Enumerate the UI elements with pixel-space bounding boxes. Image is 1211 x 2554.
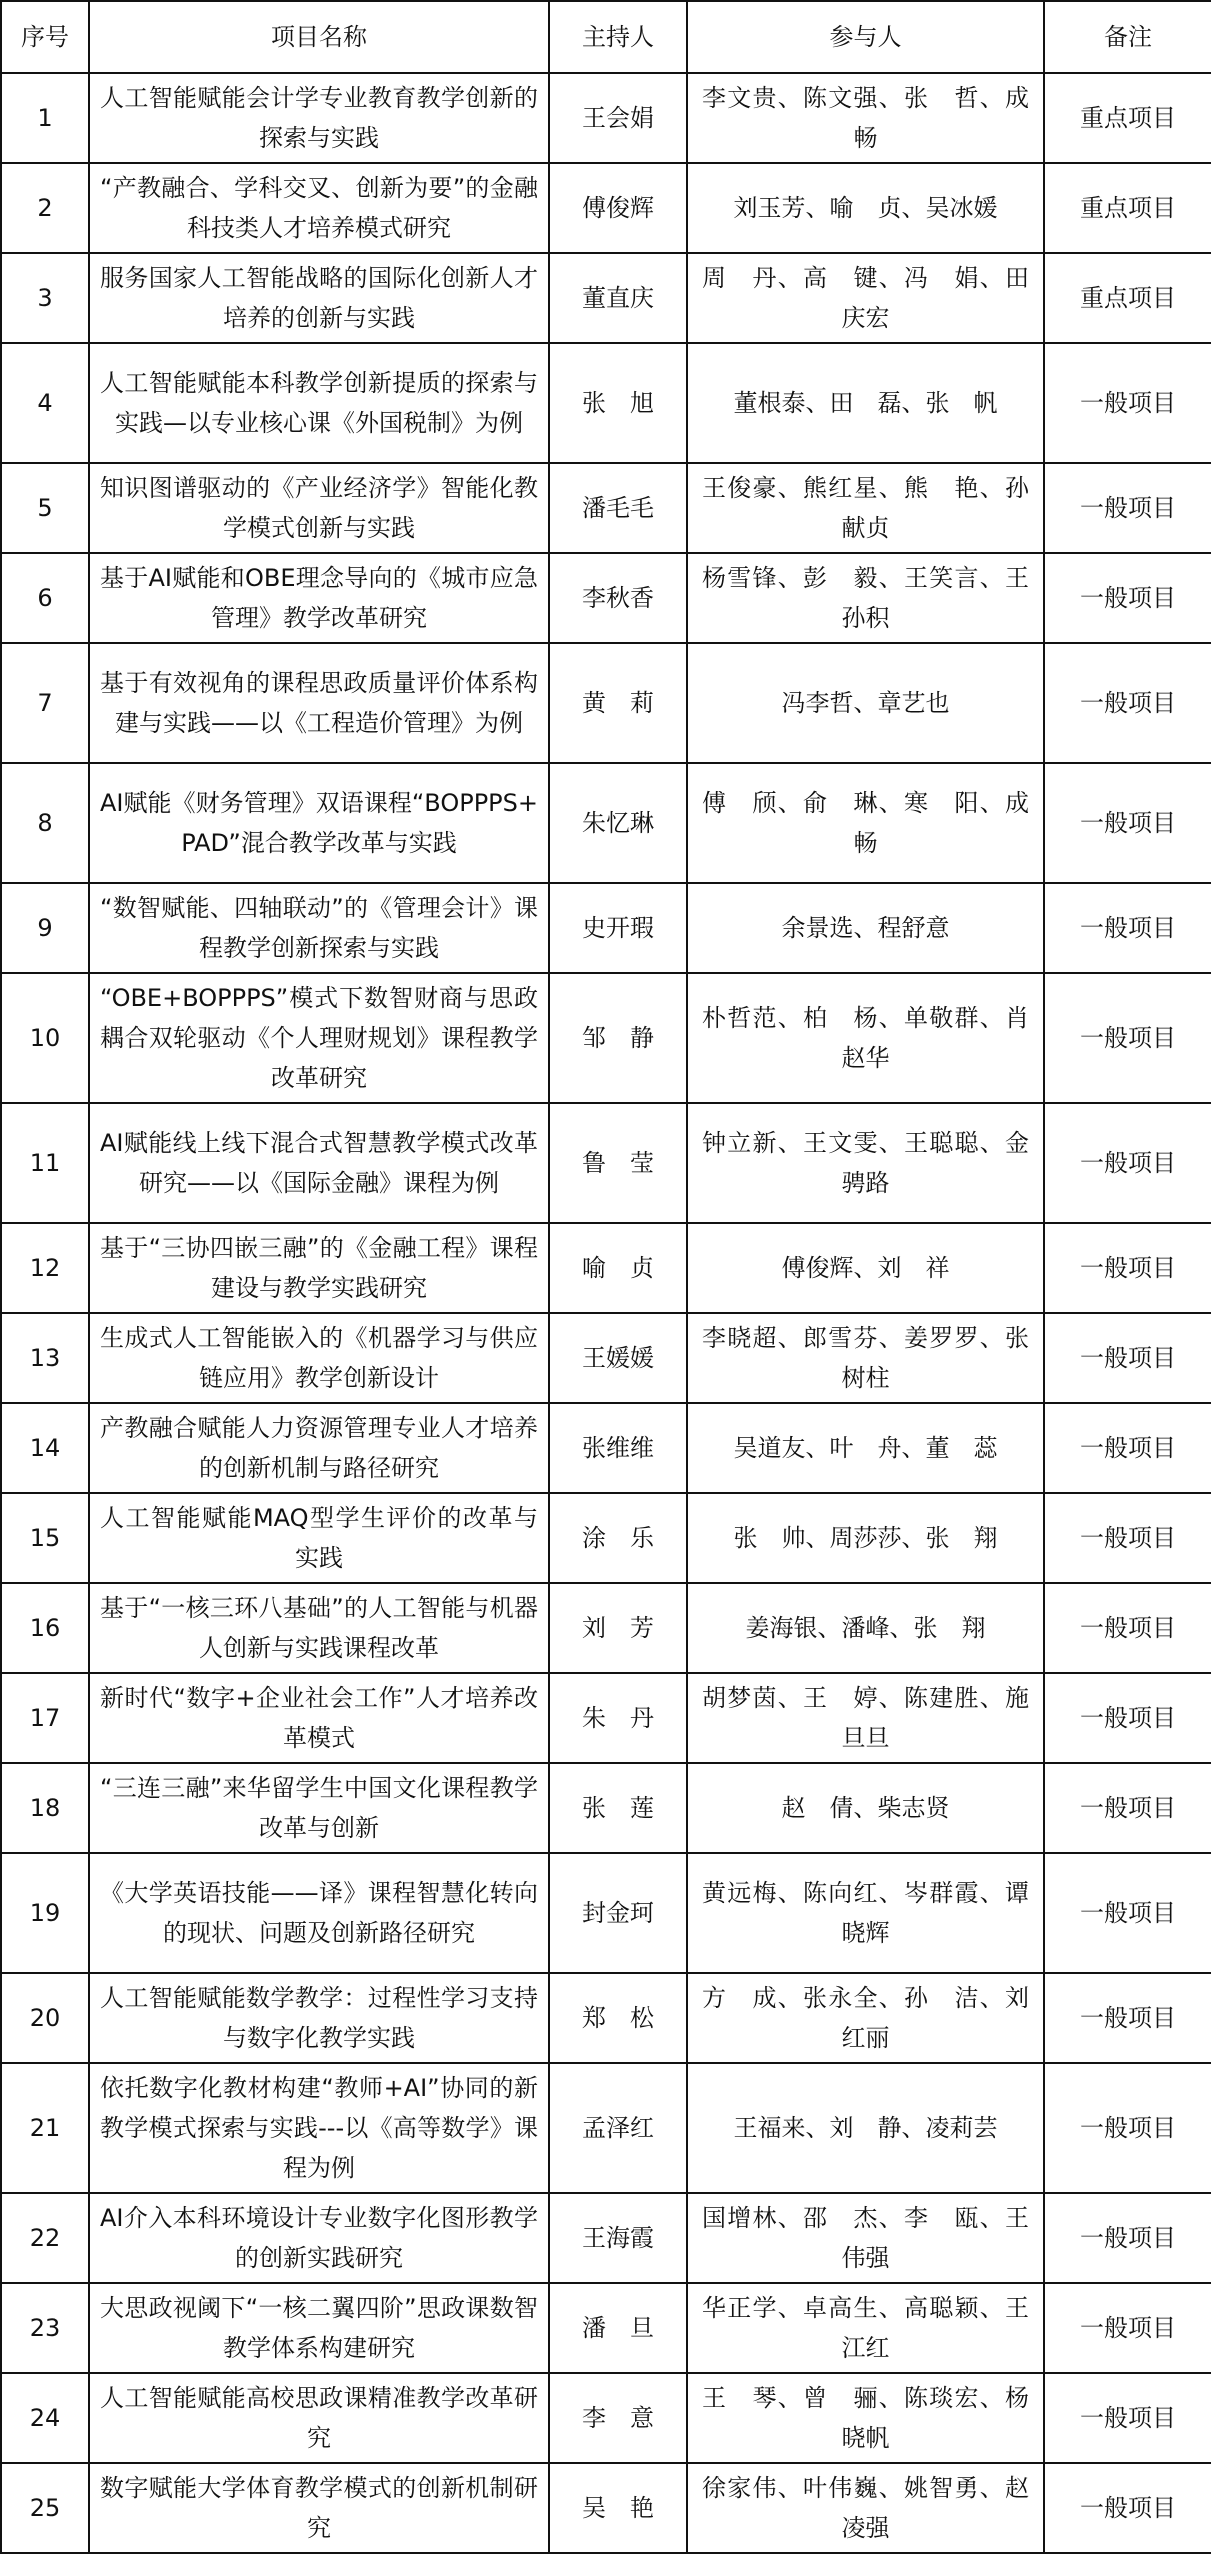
host-name: 吴 艳	[549, 2463, 687, 2553]
note: 一般项目	[1044, 463, 1211, 553]
row-number: 8	[1, 763, 89, 883]
host-name: 喻 贞	[549, 1223, 687, 1313]
note: 一般项目	[1044, 2193, 1211, 2283]
project-name: AI介入本科环境设计专业数字化图形教学的创新实践研究	[89, 2193, 549, 2283]
row-number: 19	[1, 1853, 89, 1973]
note: 一般项目	[1044, 1313, 1211, 1403]
table-row	[1, 73, 1211, 163]
table-row	[1, 253, 1211, 343]
participants: 姜海银、潘峰、张 翔	[687, 1583, 1044, 1673]
project-name: 人工智能赋能高校思政课精准教学改革研究	[89, 2373, 549, 2463]
host-name: 李 意	[549, 2373, 687, 2463]
participants: 徐家伟、叶伟巍、姚智勇、赵凌强	[687, 2463, 1044, 2553]
row-number: 4	[1, 343, 89, 463]
row-number: 17	[1, 1673, 89, 1763]
row-number: 3	[1, 253, 89, 343]
table-row	[1, 553, 1211, 643]
participants: 朴哲范、柏 杨、单敬群、肖赵华	[687, 973, 1044, 1103]
header-participants: 参与人	[687, 1, 1044, 73]
table-row	[1, 2373, 1211, 2463]
project-name: AI赋能线上线下混合式智慧教学模式改革研究——以《国际金融》课程为例	[89, 1103, 549, 1223]
row-number: 5	[1, 463, 89, 553]
row-number: 22	[1, 2193, 89, 2283]
host-name: 郑 松	[549, 1973, 687, 2063]
note: 一般项目	[1044, 1583, 1211, 1673]
project-name: 《大学英语技能——译》课程智慧化转向的现状、问题及创新路径研究	[89, 1853, 549, 1973]
header-note: 备注	[1044, 1, 1211, 73]
host-name: 潘毛毛	[549, 463, 687, 553]
table-row	[1, 883, 1211, 973]
note: 一般项目	[1044, 643, 1211, 763]
participants: 国增林、邵 杰、李 瓯、王伟强	[687, 2193, 1044, 2283]
row-number: 2	[1, 163, 89, 253]
host-name: 朱 丹	[549, 1673, 687, 1763]
row-number: 21	[1, 2063, 89, 2193]
project-name: 生成式人工智能嵌入的《机器学习与供应链应用》教学创新设计	[89, 1313, 549, 1403]
row-number: 11	[1, 1103, 89, 1223]
row-number: 24	[1, 2373, 89, 2463]
row-number: 18	[1, 1763, 89, 1853]
table-row	[1, 1103, 1211, 1223]
project-name: 基于“三协四嵌三融”的《金融工程》课程建设与教学实践研究	[89, 1223, 549, 1313]
participants: 李晓超、郎雪芬、姜罗罗、张树柱	[687, 1313, 1044, 1403]
host-name: 封金珂	[549, 1853, 687, 1973]
row-number: 16	[1, 1583, 89, 1673]
table-row	[1, 643, 1211, 763]
project-name: “OBE+BOPPPS”模式下数智财商与思政耦合双轮驱动《个人理财规划》课程教学改革研究	[89, 973, 549, 1103]
project-name: 基于“一核三环八基础”的人工智能与机器人创新与实践课程改革	[89, 1583, 549, 1673]
note: 一般项目	[1044, 883, 1211, 973]
table-row	[1, 973, 1211, 1103]
host-name: 王媛媛	[549, 1313, 687, 1403]
project-name: “数智赋能、四轴联动”的《管理会计》课程教学创新探索与实践	[89, 883, 549, 973]
table-row	[1, 1313, 1211, 1403]
participants: 李文贵、陈文强、张 哲、成 畅	[687, 73, 1044, 163]
note: 重点项目	[1044, 253, 1211, 343]
participants: 方 成、张永全、孙 洁、刘红丽	[687, 1973, 1044, 2063]
row-number: 25	[1, 2463, 89, 2553]
note: 一般项目	[1044, 1403, 1211, 1493]
header-project-name: 项目名称	[89, 1, 549, 73]
participants: 杨雪锋、彭 毅、王笑言、王孙积	[687, 553, 1044, 643]
project-name: 基于AI赋能和OBE理念导向的《城市应急管理》教学改革研究	[89, 553, 549, 643]
participants: 张 帅、周莎莎、张 翔	[687, 1493, 1044, 1583]
project-name: 依托数字化教材构建“教师+AI”协同的新教学模式探索与实践---以《高等数学》课程为例	[89, 2063, 549, 2193]
host-name: 傅俊辉	[549, 163, 687, 253]
project-name: “三连三融”来华留学生中国文化课程教学改革与创新	[89, 1763, 549, 1853]
project-name: 服务国家人工智能战略的国际化创新人才培养的创新与实践	[89, 253, 549, 343]
table-row	[1, 2063, 1211, 2193]
host-name: 张维维	[549, 1403, 687, 1493]
participants: 钟立新、王文雯、王聪聪、金骋路	[687, 1103, 1044, 1223]
row-number: 7	[1, 643, 89, 763]
note: 一般项目	[1044, 343, 1211, 463]
host-name: 李秋香	[549, 553, 687, 643]
host-name: 史开瑕	[549, 883, 687, 973]
note: 一般项目	[1044, 1763, 1211, 1853]
note: 重点项目	[1044, 73, 1211, 163]
note: 一般项目	[1044, 1973, 1211, 2063]
participants: 傅 颀、俞 琳、寒 阳、成 畅	[687, 763, 1044, 883]
row-number: 6	[1, 553, 89, 643]
note: 一般项目	[1044, 553, 1211, 643]
host-name: 王会娟	[549, 73, 687, 163]
project-name: 产教融合赋能人力资源管理专业人才培养的创新机制与路径研究	[89, 1403, 549, 1493]
host-name: 邹 静	[549, 973, 687, 1103]
note: 一般项目	[1044, 2283, 1211, 2373]
participants: 余景选、程舒意	[687, 883, 1044, 973]
header-row	[1, 1, 1211, 73]
participants: 王 琴、曾 骊、陈琰宏、杨晓帆	[687, 2373, 1044, 2463]
table-row	[1, 2463, 1211, 2553]
participants: 王俊豪、熊红星、熊 艳、孙献贞	[687, 463, 1044, 553]
note: 一般项目	[1044, 1103, 1211, 1223]
note: 一般项目	[1044, 1223, 1211, 1313]
row-number: 23	[1, 2283, 89, 2373]
participants: 胡梦茵、王 婷、陈建胜、施旦旦	[687, 1673, 1044, 1763]
participants: 董根泰、田 磊、张 帆	[687, 343, 1044, 463]
note: 一般项目	[1044, 1673, 1211, 1763]
table-row	[1, 1853, 1211, 1973]
table-row	[1, 2283, 1211, 2373]
note: 一般项目	[1044, 1493, 1211, 1583]
note: 一般项目	[1044, 2463, 1211, 2553]
table-row	[1, 1493, 1211, 1583]
participants: 王福来、刘 静、凌莉芸	[687, 2063, 1044, 2193]
table-row	[1, 763, 1211, 883]
host-name: 涂 乐	[549, 1493, 687, 1583]
row-number: 15	[1, 1493, 89, 1583]
note: 一般项目	[1044, 2373, 1211, 2463]
participants: 黄远梅、陈向红、岑群霞、谭晓辉	[687, 1853, 1044, 1973]
row-number: 14	[1, 1403, 89, 1493]
project-name: 新时代“数字+企业社会工作”人才培养改革模式	[89, 1673, 549, 1763]
participants: 傅俊辉、刘 祥	[687, 1223, 1044, 1313]
table-row	[1, 1763, 1211, 1853]
note: 一般项目	[1044, 763, 1211, 883]
table-row	[1, 1673, 1211, 1763]
table-row	[1, 343, 1211, 463]
table-row	[1, 163, 1211, 253]
participants: 赵 倩、柴志贤	[687, 1763, 1044, 1853]
note: 一般项目	[1044, 973, 1211, 1103]
table-row	[1, 1583, 1211, 1673]
participants: 吴道友、叶 舟、董 蕊	[687, 1403, 1044, 1493]
project-name: “产教融合、学科交叉、创新为要”的金融科技类人才培养模式研究	[89, 163, 549, 253]
note: 一般项目	[1044, 2063, 1211, 2193]
row-number: 20	[1, 1973, 89, 2063]
host-name: 董直庆	[549, 253, 687, 343]
host-name: 鲁 莹	[549, 1103, 687, 1223]
host-name: 朱忆琳	[549, 763, 687, 883]
table-row	[1, 1973, 1211, 2063]
host-name: 刘 芳	[549, 1583, 687, 1673]
host-name: 潘 旦	[549, 2283, 687, 2373]
note: 重点项目	[1044, 163, 1211, 253]
project-name: 知识图谱驱动的《产业经济学》智能化教学模式创新与实践	[89, 463, 549, 553]
host-name: 张 莲	[549, 1763, 687, 1853]
row-number: 1	[1, 73, 89, 163]
row-number: 9	[1, 883, 89, 973]
project-name: 数字赋能大学体育教学模式的创新机制研究	[89, 2463, 549, 2553]
host-name: 黄 莉	[549, 643, 687, 763]
host-name: 孟泽红	[549, 2063, 687, 2193]
row-number: 12	[1, 1223, 89, 1313]
project-name: 大思政视阈下“一核二翼四阶”思政课数智教学体系构建研究	[89, 2283, 549, 2373]
participants: 周 丹、高 键、冯 娟、田庆宏	[687, 253, 1044, 343]
project-name: 人工智能赋能MAQ型学生评价的改革与实践	[89, 1493, 549, 1583]
host-name: 张 旭	[549, 343, 687, 463]
table-row	[1, 1403, 1211, 1493]
header-host: 主持人	[549, 1, 687, 73]
header-no: 序号	[1, 1, 89, 73]
participants: 冯李哲、章艺也	[687, 643, 1044, 763]
row-number: 13	[1, 1313, 89, 1403]
project-name: 人工智能赋能数学教学：过程性学习支持与数字化教学实践	[89, 1973, 549, 2063]
project-name: 人工智能赋能本科教学创新提质的探索与实践—以专业核心课《外国税制》为例	[89, 343, 549, 463]
host-name: 王海霞	[549, 2193, 687, 2283]
table-row	[1, 463, 1211, 553]
participants: 刘玉芳、喻 贞、吴冰媛	[687, 163, 1044, 253]
row-number: 10	[1, 973, 89, 1103]
table-row	[1, 1223, 1211, 1313]
project-name: AI赋能《财务管理》双语课程“BOPPPS+PAD”混合教学改革与实践	[89, 763, 549, 883]
participants: 华正学、卓高生、高聪颖、王江红	[687, 2283, 1044, 2373]
note: 一般项目	[1044, 1853, 1211, 1973]
project-name: 基于有效视角的课程思政质量评价体系构建与实践——以《工程造价管理》为例	[89, 643, 549, 763]
table-row	[1, 2193, 1211, 2283]
project-name: 人工智能赋能会计学专业教育教学创新的探索与实践	[89, 73, 549, 163]
